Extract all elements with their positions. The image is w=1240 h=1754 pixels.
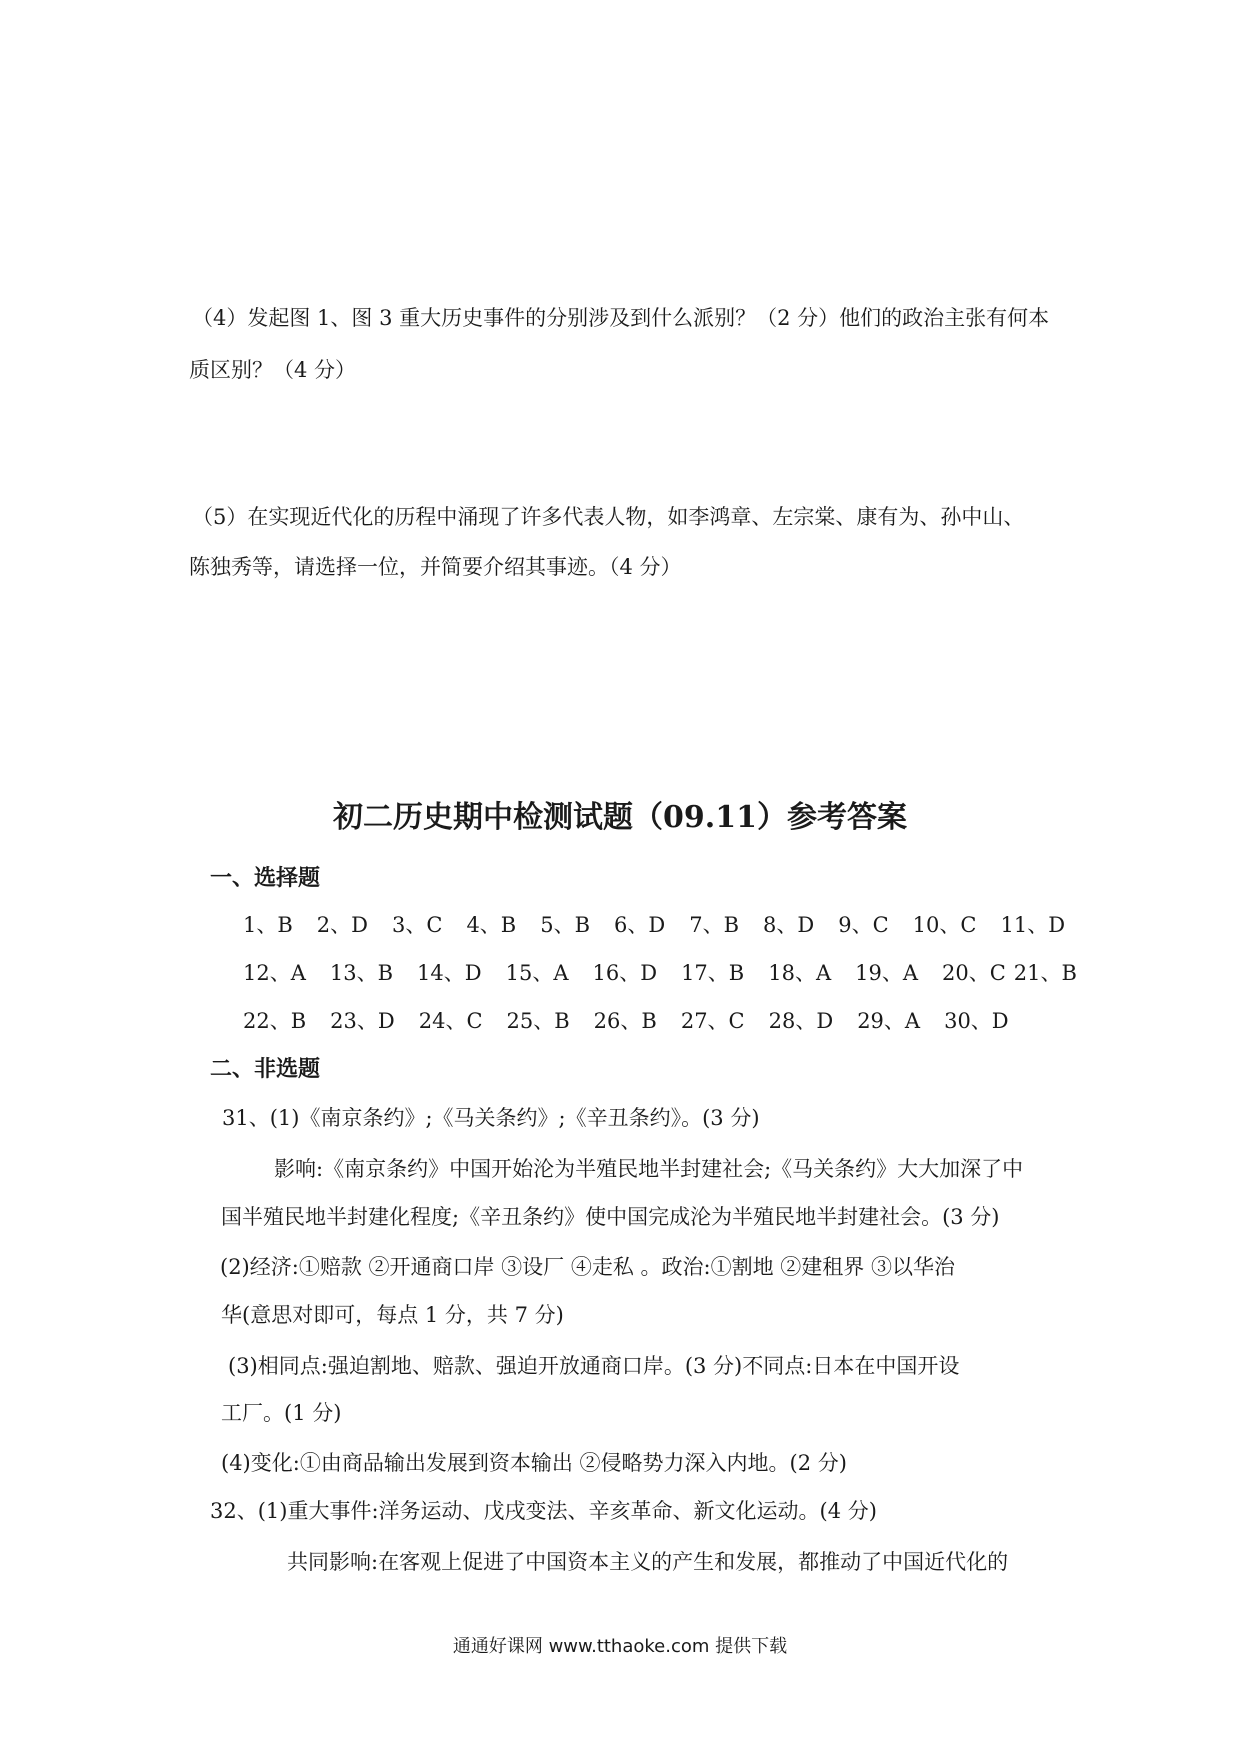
choice-answers-row-1	[243, 911, 1089, 939]
section-1-heading: 一、选择题	[210, 865, 321, 891]
answer-31-part-3-line-1: (3)相同点:强迫割地、赔款、强迫开放通商口岸。(3 分)不同点:日本在中国开设	[228, 1354, 960, 1378]
answer-31-part-2-line-1: (2)经济:①赔款 ②开通商口岸 ③设厂 ④走私 。政治:①割地 ②建租界 ③以华治	[220, 1255, 955, 1279]
answer-31-impact-line-2: 国半殖民地半封建化程度;《辛丑条约》使中国完成沦为半殖民地半封建社会。(3 分)	[221, 1205, 1000, 1229]
answer-item: 30、D	[944, 1009, 1009, 1033]
answer-item: 28、D	[768, 1009, 834, 1033]
answer-item: 23、D	[330, 1009, 395, 1033]
answer-item: 25、B	[506, 1009, 570, 1033]
answer-31-part-4: (4)变化:①由商品输出发展到资本输出 ②侵略势力深入内地。(2 分)	[221, 1451, 847, 1475]
answer-item: 22、B	[243, 1009, 307, 1033]
answer-item: 24、C	[418, 1009, 483, 1033]
choice-answers-row-3	[243, 1007, 1033, 1035]
answer-32-impact-line: 共同影响:在客观上促进了中国资本主义的产生和发展，都推动了中国近代化的	[287, 1550, 1009, 1574]
answer-key-title: 初二历史期中检测试题（09.11）参考答案	[333, 800, 907, 835]
answer-item: 16、D	[592, 961, 658, 985]
answer-item: 21、B	[1013, 961, 1077, 985]
answer-item: 14、D	[417, 961, 482, 985]
answer-item: 10、C	[912, 913, 977, 937]
answer-item: 6、D	[614, 913, 666, 937]
answer-item: 19、A	[855, 961, 918, 985]
footer-credit: 通通好课网 www.tthaoke.com 提供下载	[452, 1636, 788, 1657]
answer-item: 3、C	[392, 913, 443, 937]
answer-item: 17、B	[681, 961, 745, 985]
answer-31-part-3-line-2: 工厂。(1 分)	[221, 1401, 342, 1425]
section-2-heading: 二、非选题	[210, 1056, 321, 1082]
answer-31-impact-line-1: 影响:《南京条约》中国开始沦为半殖民地半封建社会;《马关条约》大大加深了中	[274, 1157, 1024, 1181]
answer-item: 18、A	[768, 961, 832, 985]
answer-item: 11、D	[1000, 913, 1066, 937]
answer-item: 8、D	[763, 913, 815, 937]
answer-31-part-2-line-2: 华(意思对即可，每点 1 分，共 7 分)	[221, 1303, 564, 1327]
answer-item: 5、B	[540, 913, 591, 937]
answer-item: 2、D	[316, 913, 368, 937]
answer-item: 1、B	[243, 913, 293, 937]
answer-item: 9、C	[838, 913, 889, 937]
answer-item: 15、A	[505, 961, 569, 985]
answer-item: 29、A	[857, 1009, 921, 1033]
question-4-line-1: （4）发起图 1、图 3 重大历史事件的分别涉及到什么派别？（2 分）他们的政治主张有何本	[192, 306, 1050, 330]
answer-item: 13、B	[329, 961, 394, 985]
answer-32-part-1: 32、(1)重大事件:洋务运动、戊戌变法、辛亥革命、新文化运动。(4 分)	[210, 1499, 877, 1523]
answer-31-part-1: 31、(1)《南京条约》;《马关条约》;《辛丑条约》。(3 分)	[222, 1106, 760, 1130]
answer-item: 20、C	[942, 961, 1006, 985]
answer-item: 27、C	[680, 1009, 745, 1033]
answer-item: 12、A	[243, 961, 306, 985]
answer-item: 4、B	[466, 913, 517, 937]
answer-item: 26、B	[593, 1009, 657, 1033]
question-5-line-2: 陈独秀等，请选择一位，并简要介绍其事迹。（4 分）	[189, 555, 682, 579]
question-5-line-1: （5）在实现近代化的历程中涌现了许多代表人物，如李鸿章、左宗棠、康有为、孙中山、	[192, 505, 1025, 529]
question-4-line-2: 质区别？（4 分）	[189, 358, 357, 382]
choice-answers-row-2	[243, 959, 1101, 987]
answer-item: 7、B	[689, 913, 740, 937]
